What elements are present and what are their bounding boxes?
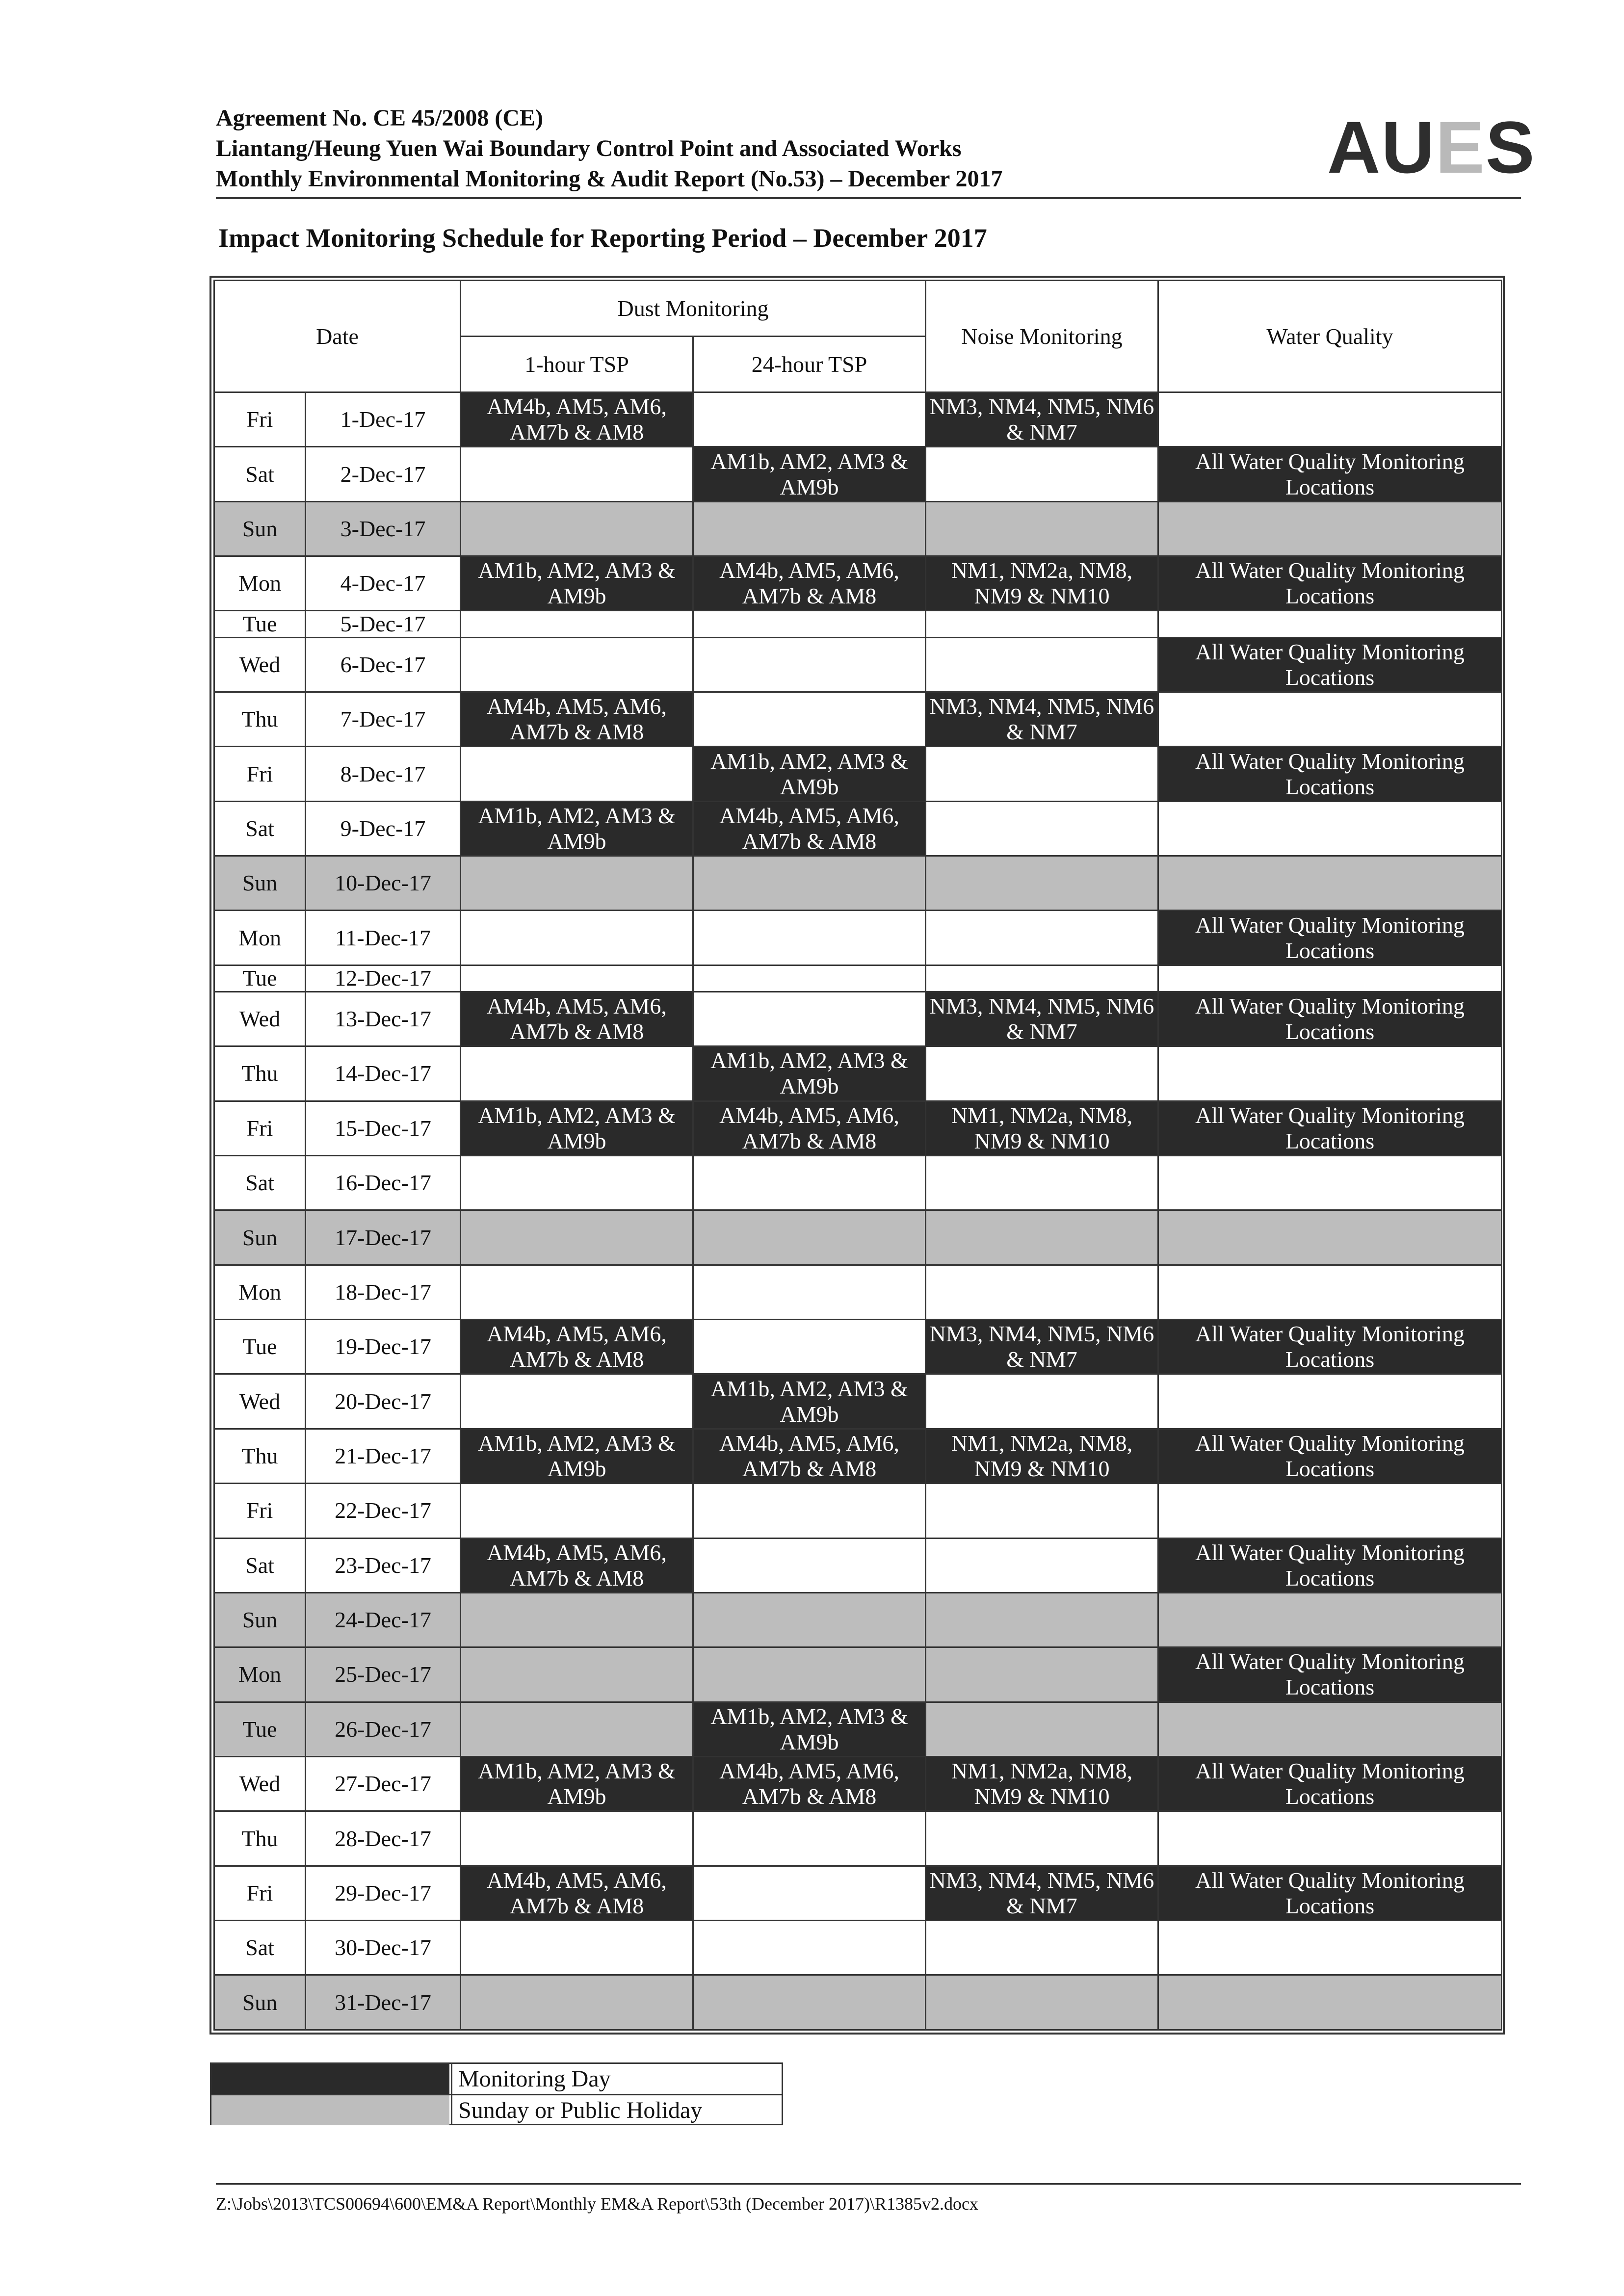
cell-tsp1: AM4b, AM5, AM6, AM7b & AM8 <box>461 392 693 447</box>
table-row <box>214 501 1502 556</box>
cell-tsp1 <box>461 911 693 965</box>
cell-date: 25-Dec-17 <box>306 1647 461 1702</box>
legend-swatch-monitoring <box>211 2064 449 2094</box>
cell-tsp1 <box>461 1265 693 1319</box>
cell-water <box>1158 1374 1502 1429</box>
cell-day: Wed <box>214 637 306 692</box>
cell-water: All Water Quality Monitoring Locations <box>1158 1756 1502 1811</box>
cell-tsp24 <box>693 856 926 911</box>
cell-water <box>1158 501 1502 556</box>
cell-tsp1 <box>461 1647 693 1702</box>
cell-water: All Water Quality Monitoring Locations <box>1158 1647 1502 1702</box>
cell-noise <box>926 611 1158 637</box>
cell-water: All Water Quality Monitoring Locations <box>1158 1320 1502 1374</box>
cell-noise <box>926 856 1158 911</box>
cell-water <box>1158 1811 1502 1866</box>
table-row <box>214 692 1502 746</box>
cell-noise: NM3, NM4, NM5, NM6 & NM7 <box>926 1866 1158 1920</box>
cell-day: Mon <box>214 556 306 611</box>
cell-noise <box>926 965 1158 991</box>
legend <box>210 2062 783 2125</box>
cell-day: Thu <box>214 1429 306 1483</box>
cell-tsp1 <box>461 1046 693 1101</box>
cell-water <box>1158 1156 1502 1210</box>
header-dust-monitoring: Dust Monitoring <box>461 281 926 337</box>
cell-tsp1 <box>461 637 693 692</box>
cell-water <box>1158 392 1502 447</box>
schedule-table <box>213 280 1502 2031</box>
table-row <box>214 991 1502 1046</box>
cell-noise <box>926 1811 1158 1866</box>
table-row <box>214 1921 1502 1975</box>
cell-water: All Water Quality Monitoring Locations <box>1158 556 1502 611</box>
cell-tsp24 <box>693 1484 926 1538</box>
cell-date: 3-Dec-17 <box>306 501 461 556</box>
table-row <box>214 1538 1502 1592</box>
table-row <box>214 747 1502 801</box>
cell-tsp1: AM4b, AM5, AM6, AM7b & AM8 <box>461 991 693 1046</box>
cell-day: Sat <box>214 801 306 856</box>
cell-tsp24 <box>693 501 926 556</box>
file-path-footer: Z:\Jobs\2013\TCS00694\600\EM&A Report\Monthly EM&A Report\53th (December 2017)\R1385v2.docx <box>216 2194 978 2214</box>
cell-water: All Water Quality Monitoring Locations <box>1158 447 1502 501</box>
cell-water: All Water Quality Monitoring Locations <box>1158 1866 1502 1920</box>
cell-date: 8-Dec-17 <box>306 747 461 801</box>
cell-date: 28-Dec-17 <box>306 1811 461 1866</box>
cell-tsp1 <box>461 1484 693 1538</box>
cell-tsp1: AM1b, AM2, AM3 & AM9b <box>461 1429 693 1483</box>
header-24-hour-tsp: 24-hour TSP <box>693 337 926 392</box>
cell-tsp1 <box>461 856 693 911</box>
cell-water: All Water Quality Monitoring Locations <box>1158 747 1502 801</box>
cell-water <box>1158 692 1502 746</box>
cell-water: All Water Quality Monitoring Locations <box>1158 911 1502 965</box>
cell-water <box>1158 965 1502 991</box>
header-divider <box>216 197 1521 199</box>
cell-tsp1: AM4b, AM5, AM6, AM7b & AM8 <box>461 692 693 746</box>
cell-noise <box>926 1702 1158 1756</box>
legend-row-monitoring <box>211 2064 782 2095</box>
cell-tsp1: AM1b, AM2, AM3 & AM9b <box>461 1101 693 1155</box>
cell-day: Sat <box>214 1921 306 1975</box>
cell-date: 24-Dec-17 <box>306 1592 461 1647</box>
cell-tsp1: AM1b, AM2, AM3 & AM9b <box>461 556 693 611</box>
logo-text-e: E <box>1435 106 1486 188</box>
cell-tsp24 <box>693 611 926 637</box>
cell-tsp24 <box>693 1811 926 1866</box>
cell-day: Sun <box>214 501 306 556</box>
report-header <box>216 103 1521 194</box>
cell-noise <box>926 1210 1158 1265</box>
cell-tsp1 <box>461 1210 693 1265</box>
table-row <box>214 611 1502 637</box>
table-row <box>214 1429 1502 1483</box>
table-row <box>214 1647 1502 1702</box>
cell-day: Sun <box>214 1210 306 1265</box>
cell-tsp24 <box>693 1538 926 1592</box>
cell-day: Fri <box>214 1866 306 1920</box>
cell-tsp1: AM1b, AM2, AM3 & AM9b <box>461 801 693 856</box>
table-row <box>214 801 1502 856</box>
table-row <box>214 1756 1502 1811</box>
cell-tsp1 <box>461 1374 693 1429</box>
cell-date: 5-Dec-17 <box>306 611 461 637</box>
cell-tsp24 <box>693 692 926 746</box>
cell-tsp24: AM1b, AM2, AM3 & AM9b <box>693 1702 926 1756</box>
cell-day: Sun <box>214 1975 306 2030</box>
header-date: Date <box>214 281 461 392</box>
table-row <box>214 1156 1502 1210</box>
cell-noise <box>926 1975 1158 2030</box>
cell-noise <box>926 1538 1158 1592</box>
cell-date: 1-Dec-17 <box>306 392 461 447</box>
cell-day: Tue <box>214 965 306 991</box>
agreement-number: Agreement No. CE 45/2008 (CE) <box>216 105 544 131</box>
cell-date: 19-Dec-17 <box>306 1320 461 1374</box>
cell-tsp1 <box>461 1921 693 1975</box>
cell-noise <box>926 1046 1158 1101</box>
cell-water <box>1158 1975 1502 2030</box>
cell-noise <box>926 1921 1158 1975</box>
cell-day: Sun <box>214 1592 306 1647</box>
legend-swatch-holiday <box>211 2095 449 2125</box>
cell-day: Wed <box>214 991 306 1046</box>
schedule-body <box>214 392 1502 2030</box>
cell-water <box>1158 1921 1502 1975</box>
table-row <box>214 1320 1502 1374</box>
cell-tsp1 <box>461 1975 693 2030</box>
cell-tsp24 <box>693 1866 926 1920</box>
header-1-hour-tsp: 1-hour TSP <box>461 337 693 392</box>
cell-day: Tue <box>214 611 306 637</box>
cell-tsp24 <box>693 1320 926 1374</box>
table-row <box>214 1484 1502 1538</box>
header-water-quality: Water Quality <box>1158 281 1502 392</box>
table-row <box>214 556 1502 611</box>
cell-date: 17-Dec-17 <box>306 1210 461 1265</box>
cell-day: Fri <box>214 747 306 801</box>
cell-date: 6-Dec-17 <box>306 637 461 692</box>
report-title: Monthly Environmental Monitoring & Audit Report (No.53) – December 2017 <box>216 166 1003 192</box>
cell-water <box>1158 1046 1502 1101</box>
cell-water <box>1158 801 1502 856</box>
cell-tsp24 <box>693 1156 926 1210</box>
cell-tsp1 <box>461 1592 693 1647</box>
cell-tsp24: AM1b, AM2, AM3 & AM9b <box>693 1374 926 1429</box>
cell-water: All Water Quality Monitoring Locations <box>1158 1101 1502 1155</box>
cell-tsp24 <box>693 637 926 692</box>
cell-noise <box>926 1156 1158 1210</box>
cell-tsp24: AM4b, AM5, AM6, AM7b & AM8 <box>693 1756 926 1811</box>
table-row <box>214 1592 1502 1647</box>
table-row <box>214 1866 1502 1920</box>
cell-noise: NM3, NM4, NM5, NM6 & NM7 <box>926 692 1158 746</box>
cell-water <box>1158 1592 1502 1647</box>
cell-water: All Water Quality Monitoring Locations <box>1158 1538 1502 1592</box>
cell-noise <box>926 1265 1158 1319</box>
cell-tsp24: AM1b, AM2, AM3 & AM9b <box>693 447 926 501</box>
cell-tsp24 <box>693 392 926 447</box>
cell-day: Fri <box>214 1101 306 1155</box>
cell-date: 26-Dec-17 <box>306 1702 461 1756</box>
cell-water: All Water Quality Monitoring Locations <box>1158 1429 1502 1483</box>
cell-tsp24: AM4b, AM5, AM6, AM7b & AM8 <box>693 1429 926 1483</box>
cell-tsp1 <box>461 447 693 501</box>
cell-tsp1 <box>461 1702 693 1756</box>
table-row <box>214 1975 1502 2030</box>
cell-water <box>1158 1265 1502 1319</box>
cell-date: 21-Dec-17 <box>306 1429 461 1483</box>
cell-day: Tue <box>214 1702 306 1756</box>
cell-tsp24 <box>693 965 926 991</box>
cell-tsp24: AM4b, AM5, AM6, AM7b & AM8 <box>693 1101 926 1155</box>
cell-tsp24 <box>693 1592 926 1647</box>
cell-tsp1: AM4b, AM5, AM6, AM7b & AM8 <box>461 1866 693 1920</box>
cell-date: 12-Dec-17 <box>306 965 461 991</box>
cell-day: Thu <box>214 692 306 746</box>
cell-day: Thu <box>214 1811 306 1866</box>
cell-date: 31-Dec-17 <box>306 1975 461 2030</box>
cell-noise <box>926 637 1158 692</box>
header-noise-monitoring: Noise Monitoring <box>926 281 1158 392</box>
cell-tsp24 <box>693 1265 926 1319</box>
cell-water: All Water Quality Monitoring Locations <box>1158 991 1502 1046</box>
cell-date: 11-Dec-17 <box>306 911 461 965</box>
cell-water <box>1158 1210 1502 1265</box>
cell-noise: NM3, NM4, NM5, NM6 & NM7 <box>926 392 1158 447</box>
cell-tsp24 <box>693 991 926 1046</box>
cell-water <box>1158 1484 1502 1538</box>
cell-noise <box>926 1592 1158 1647</box>
cell-tsp24 <box>693 911 926 965</box>
cell-date: 15-Dec-17 <box>306 1101 461 1155</box>
cell-day: Sun <box>214 856 306 911</box>
cell-noise: NM3, NM4, NM5, NM6 & NM7 <box>926 1320 1158 1374</box>
cell-day: Mon <box>214 1647 306 1702</box>
cell-noise <box>926 501 1158 556</box>
cell-tsp24 <box>693 1921 926 1975</box>
table-row <box>214 392 1502 447</box>
cell-noise <box>926 447 1158 501</box>
cell-tsp24: AM1b, AM2, AM3 & AM9b <box>693 1046 926 1101</box>
cell-tsp1 <box>461 965 693 991</box>
cell-tsp24 <box>693 1210 926 1265</box>
table-row <box>214 1046 1502 1101</box>
cell-day: Thu <box>214 1046 306 1101</box>
cell-date: 13-Dec-17 <box>306 991 461 1046</box>
cell-date: 27-Dec-17 <box>306 1756 461 1811</box>
cell-day: Tue <box>214 1320 306 1374</box>
cell-water: All Water Quality Monitoring Locations <box>1158 637 1502 692</box>
cell-tsp1 <box>461 1811 693 1866</box>
cell-noise <box>926 747 1158 801</box>
table-row <box>214 965 1502 991</box>
cell-date: 20-Dec-17 <box>306 1374 461 1429</box>
cell-tsp24 <box>693 1647 926 1702</box>
cell-date: 14-Dec-17 <box>306 1046 461 1101</box>
cell-day: Wed <box>214 1374 306 1429</box>
cell-date: 22-Dec-17 <box>306 1484 461 1538</box>
schedule-title: Impact Monitoring Schedule for Reporting Period – December 2017 <box>218 223 987 253</box>
footer-divider <box>216 2183 1521 2185</box>
cell-day: Mon <box>214 911 306 965</box>
project-title: Liantang/Heung Yuen Wai Boundary Control Point and Associated Works <box>216 135 962 161</box>
cell-date: 10-Dec-17 <box>306 856 461 911</box>
cell-tsp1: AM4b, AM5, AM6, AM7b & AM8 <box>461 1538 693 1592</box>
cell-tsp1 <box>461 501 693 556</box>
cell-date: 7-Dec-17 <box>306 692 461 746</box>
cell-tsp1: AM4b, AM5, AM6, AM7b & AM8 <box>461 1320 693 1374</box>
cell-day: Mon <box>214 1265 306 1319</box>
cell-tsp1 <box>461 747 693 801</box>
cell-noise: NM3, NM4, NM5, NM6 & NM7 <box>926 991 1158 1046</box>
cell-water <box>1158 1702 1502 1756</box>
cell-noise <box>926 1484 1158 1538</box>
logo-text-au: AU <box>1327 106 1436 188</box>
cell-date: 9-Dec-17 <box>306 801 461 856</box>
cell-date: 30-Dec-17 <box>306 1921 461 1975</box>
cell-tsp1: AM1b, AM2, AM3 & AM9b <box>461 1756 693 1811</box>
cell-day: Sat <box>214 1538 306 1592</box>
table-row <box>214 637 1502 692</box>
cell-noise <box>926 1374 1158 1429</box>
table-row <box>214 1210 1502 1265</box>
cell-day: Fri <box>214 392 306 447</box>
table-row <box>214 911 1502 965</box>
table-row <box>214 856 1502 911</box>
cell-tsp1 <box>461 1156 693 1210</box>
cell-date: 29-Dec-17 <box>306 1866 461 1920</box>
cell-date: 4-Dec-17 <box>306 556 461 611</box>
table-row <box>214 1265 1502 1319</box>
legend-row-holiday <box>211 2095 782 2125</box>
cell-noise: NM1, NM2a, NM8, NM9 & NM10 <box>926 556 1158 611</box>
table-row <box>214 1811 1502 1866</box>
cell-tsp24: AM4b, AM5, AM6, AM7b & AM8 <box>693 556 926 611</box>
table-row <box>214 1702 1502 1756</box>
table-row <box>214 1101 1502 1155</box>
cell-tsp24: AM1b, AM2, AM3 & AM9b <box>693 747 926 801</box>
table-row <box>214 1374 1502 1429</box>
cell-day: Fri <box>214 1484 306 1538</box>
cell-noise <box>926 1647 1158 1702</box>
cell-date: 23-Dec-17 <box>306 1538 461 1592</box>
legend-label-monitoring: Monitoring Day <box>451 2064 782 2094</box>
cell-date: 18-Dec-17 <box>306 1265 461 1319</box>
logo-text-s: S <box>1485 106 1536 188</box>
cell-day: Sat <box>214 1156 306 1210</box>
cell-day: Wed <box>214 1756 306 1811</box>
cell-noise: NM1, NM2a, NM8, NM9 & NM10 <box>926 1101 1158 1155</box>
legend-label-holiday: Sunday or Public Holiday <box>451 2095 782 2125</box>
cell-noise <box>926 911 1158 965</box>
cell-water <box>1158 611 1502 637</box>
cell-tsp24: AM4b, AM5, AM6, AM7b & AM8 <box>693 801 926 856</box>
table-row <box>214 447 1502 501</box>
cell-tsp1 <box>461 611 693 637</box>
cell-day: Sat <box>214 447 306 501</box>
aues-logo <box>1327 106 1536 188</box>
cell-water <box>1158 856 1502 911</box>
cell-noise <box>926 801 1158 856</box>
schedule-table-frame <box>210 276 1505 2035</box>
cell-date: 2-Dec-17 <box>306 447 461 501</box>
cell-tsp24 <box>693 1975 926 2030</box>
cell-noise: NM1, NM2a, NM8, NM9 & NM10 <box>926 1429 1158 1483</box>
cell-date: 16-Dec-17 <box>306 1156 461 1210</box>
cell-noise: NM1, NM2a, NM8, NM9 & NM10 <box>926 1756 1158 1811</box>
